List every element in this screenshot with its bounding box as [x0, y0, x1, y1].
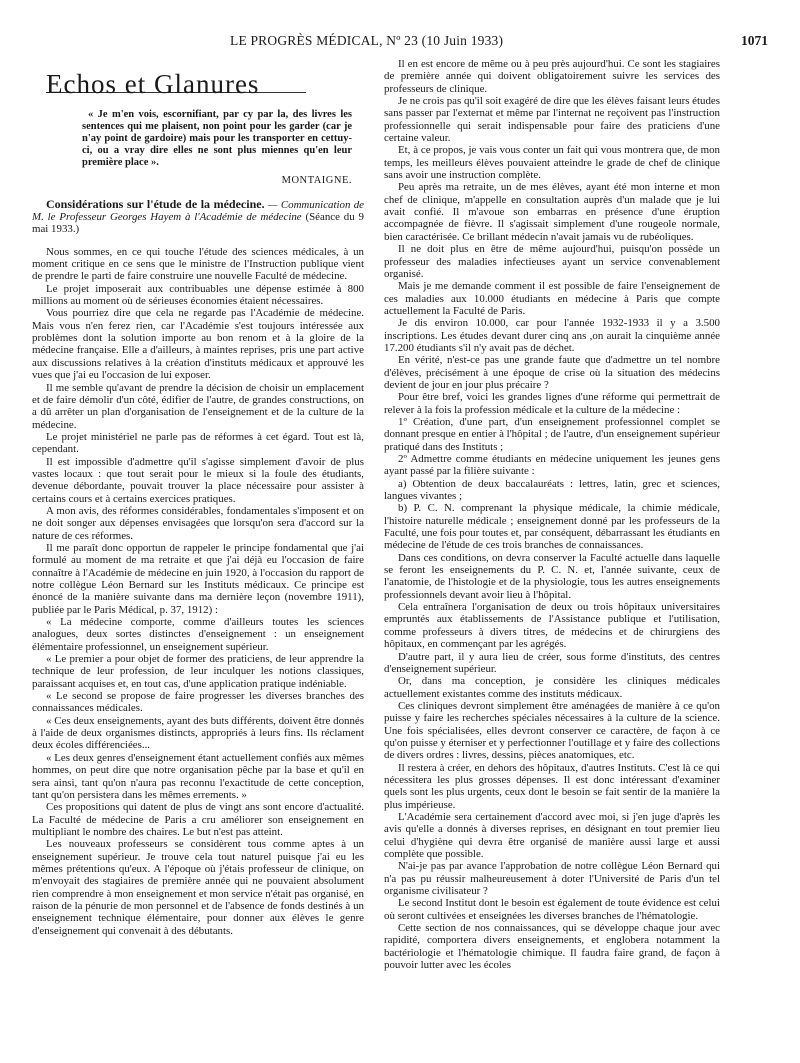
- paragraph: 1º Création, d'une part, d'un enseignement professionnel complet se donnant presque en entier à l'hôpital ; de l'autre, d'un enseignement supérieur pratiqué dans des Instituts ;: [384, 415, 720, 453]
- article-meeting: (Séance du 9 mai 1933.): [32, 211, 364, 236]
- article-title: [32, 198, 364, 236]
- paragraph: Mais je me demande comment il est possible de faire l'enseignement de ces maladies aux 10.000 étudiants en médecine à Paris que compte actuellement la Faculté de Paris.: [384, 280, 720, 317]
- paragraph: Or, dans ma conception, je considère les cliniques médicales actuellement existantes comme des instituts médicaux.: [384, 675, 720, 700]
- paragraph: « Les deux genres d'enseignement étant actuellement confiés aux mêmes hommes, on peut dire que notre organisation pêche par la base et qu'il en sera ainsi, tant qu'on n'aura pas reconnu l'exactitude de cette conception, tant qu'on persistera dans les mêmes errements. »: [32, 751, 364, 801]
- paragraph: L'Académie sera certainement d'accord avec moi, si j'en juge d'après les avis qu'elle a donnés à diverses reprises, en désignant en tout premier lieu celui d'hygiène qui devra être organisé de manière aussi large et aussi complète que possible.: [384, 810, 720, 860]
- left-body: [32, 246, 364, 937]
- paragraph: N'ai-je pas par avance l'approbation de notre collègue Léon Bernard qui n'a pas pu réussir malheureusement à doter l'Université de Paris d'un tel organisme civilisateur ?: [384, 860, 720, 898]
- epigraph-text: « Je m'en vois, escornifiant, par cy par la, des livres les sentences qui me plaisent, non point pour les garder (car je n'ay point de gardoire) mais pour les transporter en cettuy-ci, ou a vray dire elles ne sont plus miennes qu'en leur première place ».: [82, 109, 352, 169]
- paragraph: Ces propositions qui datent de plus de vingt ans sont encore d'actualité. La Faculté de médecine de Paris a cru améliorer son enseignement en multipliant le nombre des chaires. Le but n'est pas atteint.: [32, 801, 364, 838]
- paragraph: « Ces deux enseignements, ayant des buts différents, doivent être donnés à l'aide de deux organismes distincts, appropriés à leurs fins. Ils réclament deux écoles différenciées...: [32, 714, 364, 752]
- page-number: 1071: [741, 33, 768, 48]
- paragraph: A mon avis, des réformes considérables, fondamentales s'imposent et on ne doit songer aux dépenses envisagées que lorsqu'on sera d'accord sur la nature de ces réformes.: [32, 504, 364, 542]
- paragraph: Nous sommes, en ce qui touche l'étude des sciences médicales, à un moment critique en ce sens que le ministre de l'Instruction publique vient de prendre le parti de faire construire une nouvelle Faculté de médecine.: [32, 245, 364, 283]
- paragraph: Je ne crois pas qu'il soit exagéré de dire que les élèves faisant leurs études sans passer par l'externat et même par l'internat ne reçoivent pas l'instruction professionnelle qui serait indispensable pour faire des praticiens d'une certaine valeur.: [384, 95, 720, 145]
- paragraph: Le second Institut dont le besoin est également de toute évidence est celui où seront cultivées et enseignées les diverses branches de l'hématologie.: [384, 897, 720, 922]
- paragraph: « Le premier a pour objet de former des praticiens, de leur apprendre la technique de leur profession, de leur inculquer les notions classiques, paraissant acquises et, en tout cas, d'une application pratique indéniable.: [32, 653, 364, 690]
- paragraph: Il me semble qu'avant de prendre la décision de choisir un emplacement et de faire démolir d'un côté, édifier de l'autre, de grandes constructions, on a dû arrêter un plan d'organisation de l'enseignement et de la culture de la médecine.: [32, 381, 364, 431]
- article-byline: — Communication de M. le Professeur Georges Hayem à l'Académie de médecine: [32, 198, 364, 224]
- paragraph: Dans ces conditions, on devra conserver la Faculté actuelle dans laquelle se feront les enseignements du P. C. N. et, l'année suivante, ceux de l'anatomie, de l'histologie et de la physiologie, tous les autres enseignements professionnels devant avoir lieu à l'hôpital.: [384, 551, 720, 601]
- epigraph-author: MONTAIGNE.: [281, 175, 352, 187]
- paragraph: « La médecine comporte, comme d'ailleurs toutes les sciences analogues, deux sortes distinctes d'enseignement : un enseignement élémentaire professionnel, un enseignement supérieur.: [32, 616, 364, 653]
- paragraph: Et, à ce propos, je vais vous conter un fait qui vous montrera que, de mon temps, les meilleurs élèves pouvaient atteindre le grade de chef de clinique sans avoir une instruction complète.: [384, 144, 720, 182]
- paragraph: Cela entraînera l'organisation de deux ou trois hôpitaux universitaires empruntés aux établissements de l'Assistance publique et l'utilisation, comme professeurs à divers titres, de médecins et de chirurgiens des hôpitaux, en commençant par les agrégés.: [384, 601, 720, 651]
- right-column: [384, 58, 720, 971]
- paragraph: Il restera à créer, en dehors des hôpitaux, d'autres Instituts. C'est là ce qui nécessitera les plus grosses dépenses. Il est donc intéressant d'examiner quels sont les plus urgents, ceux dont le besoin se fait sentir de la manière la plus impérieuse.: [384, 761, 720, 811]
- section-heading: Echos et Glanures: [46, 69, 260, 99]
- paragraph: Peu après ma retraite, un de mes élèves, ayant été mon interne et mon chef de clinique, m'appelle en consultation auprès d'un malade que je lui avait confié. Il m'avoue son embarras en présence d'une éruption accompagnée de fièvre. Il s'agissait simplement d'une rougeole normale, bien caractérisée. Ce brillant médecin n'avait jamais vu de rubéoliques.: [384, 181, 720, 243]
- paragraph: Les nouveaux professeurs se considèrent tous comme aptes à un enseignement supérieur. Je trouve cela tout naturel puisque j'ai eu les mêmes prétentions qu'eux. A l'époque où j'étais professeur de clinique, on m'envoyait des stagiaires de première année qui ne pouvaient absolument rien comprendre à mon enseignement et mon service n'était pas organisé, en raison de la pénurie de mon personnel et de l'absence de fonds destinés à un enseignement technique élémentaire, pour donner aux élèves le genre d'enseignement qui convenait à des débutants.: [32, 838, 364, 937]
- paragraph: a) Obtention de deux baccalauréats : lettres, latin, grec et sciences, langues vivantes ;: [384, 477, 720, 503]
- paragraph: Vous pourriez dire que cela ne regarde pas l'Académie de médecine. Mais vous n'en ferez rien, car l'Académie s'est toujours intéressée aux problèmes dont la solution importe au bon renom et à la gloire de la médecine française. Elle a d'ailleurs, à maintes reprises, pris une part active aux discussions relatives à la création d'instituts médicaux et approuvé les vues que j'ai eu l'occasion de lui exposer.: [32, 307, 364, 382]
- paragraph: Le projet imposerait aux contribuables une dépense estimée à 800 millions au moment où de sérieuses économies étaient nécessaires.: [32, 282, 364, 308]
- epigraph: [82, 109, 352, 169]
- paragraph: Je dis environ 10.000, car pour l'année 1932-1933 il y a 3.500 inscriptions. Les études devant durer cinq ans ,on aurait la cinquième année 17.200 étudiants s'il n'y avait pas de déchet.: [384, 317, 720, 354]
- paragraph: Pour être bref, voici les grandes lignes d'une réforme qui permettrait de relever à la fois la profession médicale et la culture de la médecine :: [384, 391, 720, 416]
- right-body: [384, 58, 720, 971]
- spacer: [32, 236, 364, 246]
- paragraph: Ces cliniques devront simplement être aménagées de manière à ce qu'on puisse y faire les recherches spéciales nécessaires à la culture de la science. Une fois spécialisées, elles devront conserver ce caractère, de façon à ce qu'on puisse y éterniser et y perfectionner l'outillage et y faire des collections de divers ordres : livres, dessins, pièces anatomiques, etc.: [384, 699, 720, 762]
- article-title-text: Considérations sur l'étude de la médecine.: [46, 196, 265, 211]
- paragraph: Il ne doit plus en être de même aujourd'hui, puisqu'on possède un professeur des maladies infectieuses ayant un service convenablement organisé.: [384, 243, 720, 280]
- running-header: [32, 33, 768, 51]
- paragraph: D'autre part, il y aura lieu de créer, sous forme d'instituts, des centres d'enseignement supérieur.: [384, 650, 720, 675]
- paragraph: En vérité, n'est-ce pas une grande faute que d'admettre un tel nombre d'élèves, précisément à une époque de crise où la situation des médecins devient de jour en jour plus précaire ?: [384, 354, 720, 391]
- paragraph: Le projet ministériel ne parle pas de réformes à cet égard. Tout est là, cependant.: [32, 430, 364, 456]
- paragraph: « Le second se propose de faire progresser les diverses branches des connaissances médicales.: [32, 690, 364, 715]
- left-column: [32, 58, 364, 937]
- paragraph: Cette section de nos connaissances, qui se développe chaque jour avec rapidité, comportera divers enseignements, et englobera notamment la bactériologie et l'hématologie chimique. Il faudra faire grand, de façon à pouvoir lutter avec les écoles: [384, 922, 720, 972]
- paragraph: 2º Admettre comme étudiants en médecine uniquement les jeunes gens ayant passé par la filière suivante :: [384, 453, 720, 478]
- paragraph: Il me paraît donc opportun de rappeler le principe fondamental que j'ai formulé au moment de ma retraite et que j'ai déjà eu l'occasion de faire connaître à l'Académie de médecine en juin 1920, à l'occasion du rapport de notre collègue Léon Bernard sur les Instituts médicaux. Ce principe est énoncé de la manière suivante dans ma dernière leçon (novembre 1911), publiée par le Paris Médical, p. 37, 1912) :: [32, 541, 364, 616]
- running-title: LE PROGRÈS MÉDICAL, Nº 23 (10 Juin 1933): [230, 33, 504, 48]
- paragraph: b) P. C. N. comprenant la physique médicale, la chimie médicale, l'histoire naturelle médicale ; enseignement donné par les professeurs de la Faculté, une fois pour toutes et, par conséquent, débarrassant les étudiants en médecine de l'étude de ces trois branches de connaissances.: [384, 502, 720, 552]
- paragraph: Il en est encore de même ou à peu près aujourd'hui. Ce sont les stagiaires de première année qui doivent obligatoirement suivre les services des professeurs de clinique.: [384, 58, 720, 95]
- paragraph: Il est impossible d'admettre qu'il s'agisse simplement d'avoir de plus vastes locaux : que tout serait pour le mieux si la foule des étudiants, devenue débordante, pouvait trouver la place nécessaire pour assister à certains cours et à certains exercices pratiques.: [32, 455, 364, 505]
